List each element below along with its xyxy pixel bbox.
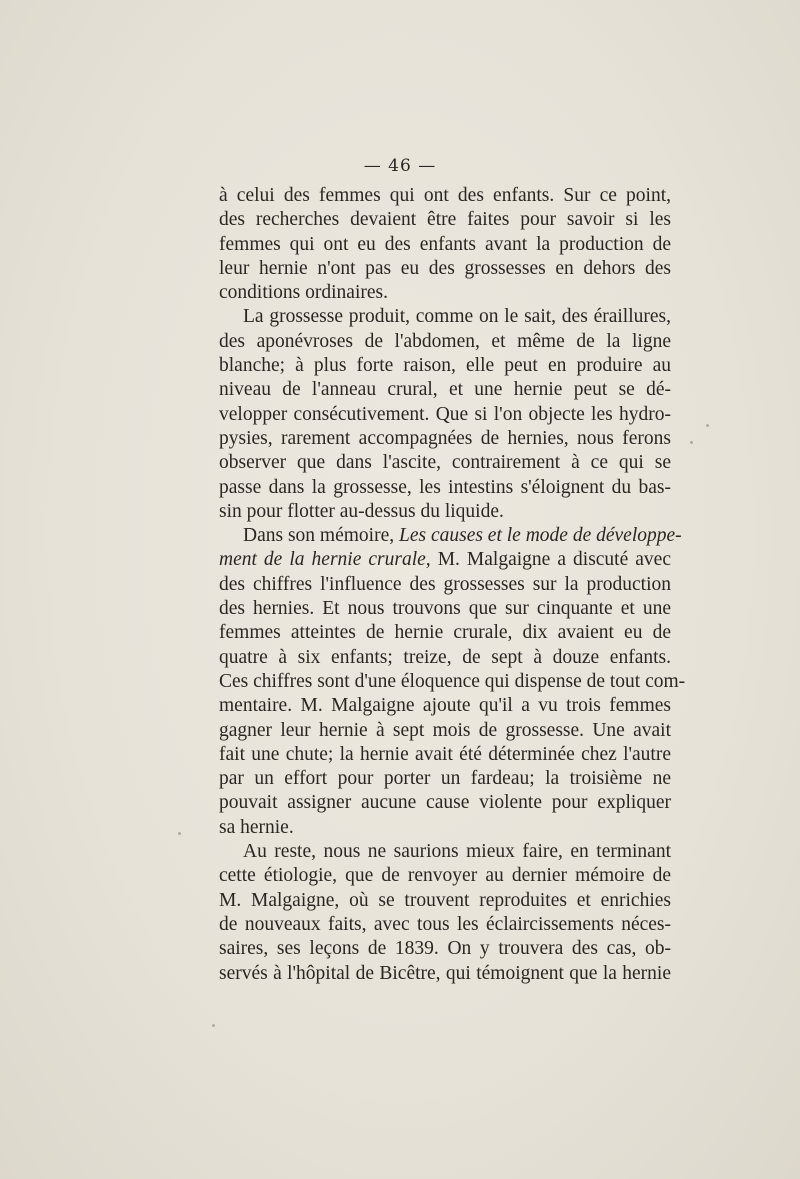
text-line — [219, 937, 671, 961]
text-line — [219, 403, 671, 427]
paper-speck — [706, 424, 709, 427]
text-line — [219, 208, 671, 232]
text-line — [219, 791, 671, 815]
text-line — [219, 767, 671, 791]
text-run: conditions ordinaires. — [219, 282, 388, 304]
text-line — [219, 743, 671, 767]
text-run: fait une chute; la hernie avait été déterminée chez l'autre — [219, 743, 671, 765]
text-line — [219, 184, 671, 208]
text-run: pysies, rarement accompagnées de hernies, nous ferons — [219, 427, 671, 449]
text-line — [219, 354, 671, 378]
text-run: mentaire. M. Malgaigne ajoute qu'il a vu trois femmes — [219, 695, 671, 717]
text-line — [219, 281, 671, 305]
text-line — [219, 378, 671, 402]
text-line — [219, 573, 671, 597]
text-line — [219, 548, 671, 572]
text-run: des aponévroses de l'abdomen, et même de la ligne — [219, 330, 671, 352]
text-run: sa hernie. — [219, 816, 294, 838]
italic-title-run: Les causes et le mode de développe- — [398, 525, 682, 547]
text-run: des chiffres l'influence des grossesses sur la production — [219, 573, 671, 595]
text-run: femmes atteintes de hernie crurale, dix avaient eu de — [219, 622, 671, 644]
text-run: à celui des femmes qui ont des enfants. Sur ce point, — [219, 185, 671, 206]
text-line — [219, 257, 671, 281]
text-run: passe dans la grossesse, les intestins s'éloignent du bas- — [219, 476, 671, 498]
text-run: blanche; à plus forte raison, elle peut en produire au — [219, 355, 671, 377]
text-line — [219, 597, 671, 621]
text-line — [219, 670, 686, 694]
text-line — [219, 476, 671, 500]
text-run: saires, ses leçons de 1839. On y trouvera des cas, ob- — [219, 938, 671, 960]
text-run: sin pour flotter au-dessus du liquide. — [219, 500, 504, 522]
text-run: leur hernie n'ont pas eu des grossesses en dehors des — [219, 257, 671, 279]
text-line — [219, 719, 671, 743]
text-line — [219, 233, 671, 257]
text-run: M. Malgaigne, où se trouvent reproduites et enrichies — [219, 889, 671, 911]
italic-title-run: ment de la hernie crurale, — [219, 549, 431, 571]
text-line — [219, 427, 671, 451]
paper-speck — [690, 441, 693, 444]
text-run: Dans son mémoire, — [243, 525, 399, 547]
text-run: Au reste, nous ne saurions mieux faire, en terminant — [243, 841, 671, 863]
text-line — [219, 962, 671, 986]
text-line — [219, 646, 671, 670]
text-line — [219, 889, 671, 913]
text-line — [219, 864, 671, 888]
paper-speck — [178, 832, 181, 835]
paper-speck — [212, 1024, 215, 1027]
text-run: des recherches devaient être faites pour savoir si les — [219, 209, 671, 231]
text-run: des hernies. Et nous trouvons que sur cinquante et une — [219, 598, 671, 620]
body-text — [219, 184, 686, 986]
text-run: par un effort pour porter un fardeau; la troisième ne — [219, 768, 671, 790]
text-line — [219, 694, 671, 718]
text-run: observer que dans l'ascite, contrairement à ce qui se — [219, 452, 671, 474]
text-run: Ces chiffres sont d'une éloquence qui dispense de tout com- — [219, 670, 686, 692]
text-line — [219, 330, 671, 354]
text-run: cette étiologie, que de renvoyer au dernier mémoire de — [219, 865, 671, 887]
text-run: femmes qui ont eu des enfants avant la production de — [219, 233, 671, 255]
text-line — [219, 524, 682, 548]
text-line — [219, 500, 671, 524]
text-line — [219, 305, 671, 329]
text-run: La grossesse produit, comme on le sait, des éraillures, — [243, 306, 671, 328]
text-run: niveau de l'anneau crural, et une hernie peut se dé- — [219, 379, 671, 401]
text-line — [219, 451, 671, 475]
text-run: de nouveaux faits, avec tous les éclaircissements néces- — [219, 913, 671, 935]
text-line — [219, 913, 671, 937]
text-line — [219, 816, 671, 840]
text-run: velopper consécutivement. Que si l'on objecte les hydro- — [219, 403, 671, 425]
text-run: quatre à six enfants; treize, de sept à douze enfants. — [219, 646, 671, 668]
text-run: M. Malgaigne a discuté avec — [430, 549, 671, 571]
text-run: gagner leur hernie à sept mois de grossesse. Une avait — [219, 719, 671, 741]
text-run: servés à l'hôpital de Bicêtre, qui témoignent que la hernie — [219, 962, 671, 984]
text-line — [219, 840, 671, 864]
text-line — [219, 621, 671, 645]
text-run: pouvait assigner aucune cause violente pour expliquer — [219, 792, 671, 814]
page-number: — 46 — — [363, 156, 437, 176]
